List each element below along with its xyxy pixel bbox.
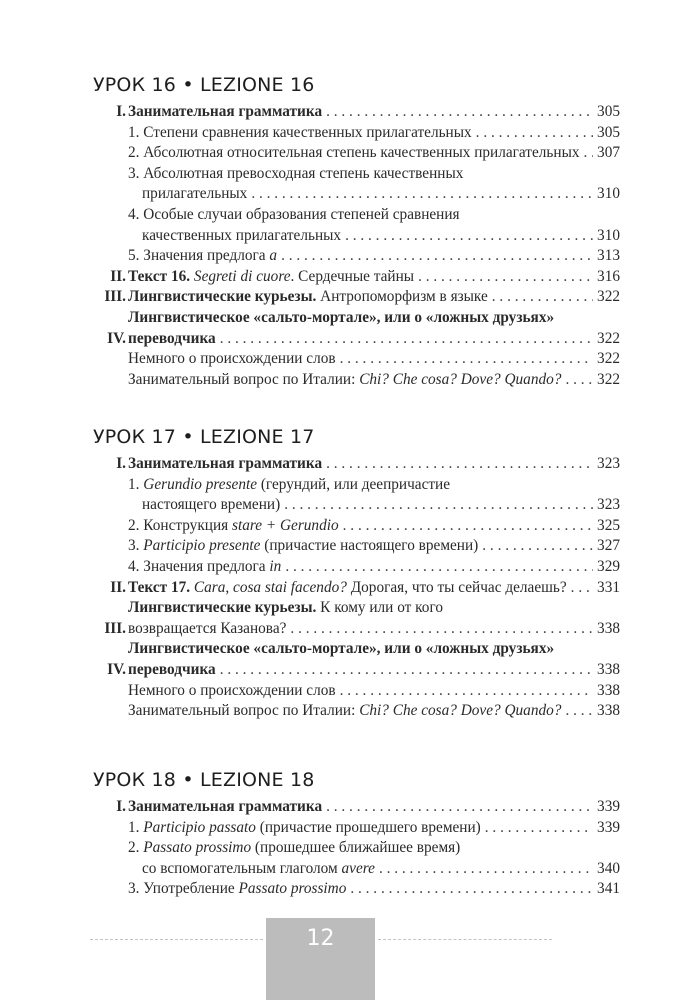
entry-text: Антропоморфизм в языке — [316, 288, 488, 306]
toc-subsection-entry[interactable] — [93, 205, 620, 246]
page-ref: 339 — [597, 818, 620, 836]
dot-leader — [571, 578, 593, 599]
entry-text: (прошедшее ближайшее время) — [251, 839, 461, 857]
toc-section-entry[interactable] — [93, 454, 620, 475]
section-numeral: II. — [110, 578, 126, 596]
toc-section-entry[interactable] — [93, 287, 620, 308]
dot-leader — [565, 370, 593, 391]
entry-text: Segreti di cuore — [193, 267, 291, 285]
dot-leader — [220, 660, 593, 681]
toc-subsection-entry[interactable] — [93, 838, 620, 879]
toc-subsection-entry[interactable] — [93, 143, 620, 164]
entry-text: a — [269, 247, 278, 265]
entry-text: (причастие прошедшего времени) — [255, 818, 481, 836]
dot-leader — [492, 287, 593, 308]
dot-leader — [418, 267, 593, 288]
lesson-18 — [93, 768, 620, 900]
page-ref: 327 — [597, 537, 620, 555]
page-ref: 338 — [597, 619, 620, 637]
entry-text: со вспомогательным глаголом — [142, 859, 342, 877]
entry-text: Participio presente — [143, 537, 261, 555]
toc-subsection-entry[interactable] — [93, 681, 620, 702]
entry-text: Занимательный вопрос по Италии: — [128, 702, 360, 720]
page-ref: 322 — [597, 370, 620, 388]
dot-leader — [284, 495, 593, 516]
entry-text: Занимательная грамматика — [128, 798, 323, 815]
entry-text: Passato prossimo — [238, 880, 347, 898]
entry-text: 4. Значения предлога — [128, 557, 270, 575]
entry-text: Gerundio presente — [143, 475, 258, 493]
entry-text: Passato prossimo — [143, 839, 252, 857]
entry-text: stare + Gerundio — [232, 516, 339, 534]
page-ref: 313 — [597, 247, 620, 265]
entry-text: Лингвистическое «сальто-мортале», или о «ложных друзьях» — [128, 308, 555, 326]
toc-subsection-entry[interactable] — [93, 536, 620, 557]
entry-text: Дорогая, что ты сейчас делаешь? — [346, 578, 567, 596]
toc-subsection-entry[interactable] — [93, 818, 620, 839]
dot-leader — [281, 246, 593, 267]
entry-text: (причастие настоящего времени) — [260, 537, 479, 555]
toc-subsection-entry[interactable] — [93, 246, 620, 267]
section-numeral: II. — [110, 267, 126, 285]
page-number: 12 — [306, 926, 335, 951]
dot-leader — [326, 454, 593, 475]
dot-leader — [584, 143, 594, 164]
entry-text: 5. Значения предлога — [128, 247, 270, 265]
entry-text: переводчика — [128, 329, 216, 347]
entry-text: (герундий, или деепричастие — [257, 475, 451, 493]
entry-text: 3. Употребление — [128, 880, 239, 898]
entry-text: Chi? Che cosa? Dove? Quando? — [359, 370, 562, 388]
entry-text: 2. Абсолютная относительная степень качественных прилагательных — [128, 144, 580, 162]
section-numeral: I. — [116, 455, 126, 472]
entry-text: 2. Конструкция — [128, 516, 232, 534]
entry-text: Лингвистические курьезы. — [128, 599, 317, 617]
entry-text: Текст 16. — [128, 267, 194, 285]
dot-leader — [482, 536, 593, 557]
entry-text: Лингвистическое «сальто-мортале», или о «ложных друзьях» — [128, 640, 555, 658]
toc-subsection-entry[interactable] — [93, 123, 620, 144]
page-ref: 340 — [597, 859, 620, 877]
dot-leader — [345, 226, 593, 247]
page-number-box — [266, 918, 375, 1000]
entry-text: in — [269, 557, 282, 575]
entry-text: Cara, cosa stai facendo? — [193, 578, 347, 596]
section-numeral: I. — [116, 103, 126, 120]
dot-leader — [476, 123, 593, 144]
toc-section-entry[interactable] — [93, 267, 620, 288]
dot-leader — [326, 102, 593, 123]
dot-leader — [340, 681, 593, 702]
page-ref: 322 — [597, 288, 620, 306]
lesson-17 — [93, 425, 620, 722]
entry-text: Лингвистические курьезы. — [128, 288, 317, 306]
toc-list — [93, 102, 620, 390]
toc-subsection-entry[interactable] — [93, 370, 620, 391]
entry-text: качественных прилагательных — [142, 226, 342, 244]
page-ref: 323 — [597, 455, 620, 472]
dot-leader — [290, 619, 593, 640]
lesson-title: УРОК 16 • LEZIONE 16 — [93, 74, 315, 96]
entry-text: К кому или от кого — [316, 599, 443, 617]
toc-subsection-entry[interactable] — [93, 557, 620, 578]
toc-subsection-entry[interactable] — [93, 701, 620, 722]
toc-section-entry[interactable] — [93, 308, 620, 349]
toc-subsection-entry[interactable] — [93, 516, 620, 537]
entry-text: возвращается Казанова? — [128, 619, 287, 637]
toc-section-entry[interactable] — [93, 639, 620, 680]
footer-divider-right — [378, 939, 552, 940]
page-ref: 322 — [597, 329, 620, 347]
entry-text: 3. — [128, 537, 144, 555]
entry-text: переводчика — [128, 660, 216, 678]
entry-text: . Сердечные тайны — [290, 267, 415, 285]
dot-leader — [251, 184, 593, 205]
dot-leader — [379, 859, 593, 880]
entry-text: Participio passato — [143, 818, 256, 836]
entry-text: 1. Степени сравнения качественных прилагательных — [128, 123, 472, 141]
toc-section-entry[interactable] — [93, 578, 620, 599]
toc-section-entry[interactable] — [93, 102, 620, 123]
toc-subsection-entry[interactable] — [93, 879, 620, 900]
page-ref: 325 — [597, 516, 620, 534]
toc-subsection-entry[interactable] — [93, 475, 620, 516]
page-ref: 338 — [597, 660, 620, 678]
entry-text: настоящего времени) — [142, 496, 281, 514]
lesson-title: УРОК 18 • LEZIONE 18 — [93, 769, 315, 791]
dot-leader — [350, 879, 593, 900]
entry-text: Немного о происхождении слов — [128, 350, 336, 368]
page-ref: 338 — [597, 681, 620, 699]
entry-text: Текст 17. — [128, 578, 194, 596]
page-ref: 338 — [597, 702, 620, 720]
lesson-title: УРОК 17 • LEZIONE 17 — [93, 426, 315, 448]
dot-leader — [285, 557, 593, 578]
entry-text: прилагательных — [142, 185, 248, 203]
section-numeral: I. — [116, 798, 126, 815]
entry-text: Занимательная грамматика — [128, 103, 323, 120]
page-ref: 305 — [597, 103, 620, 120]
footer-divider-left — [90, 939, 263, 940]
entry-text: Chi? Che cosa? Dove? Quando? — [359, 702, 562, 720]
entry-text: avere — [341, 859, 375, 877]
dot-leader — [220, 329, 593, 350]
page-ref: 310 — [597, 185, 620, 203]
section-numeral: III. — [104, 619, 126, 637]
dot-leader — [340, 349, 593, 370]
dot-leader — [326, 797, 593, 818]
toc-list — [93, 797, 620, 900]
toc-section-entry[interactable] — [93, 797, 620, 818]
dot-leader — [485, 818, 593, 839]
page-ref: 331 — [597, 578, 620, 596]
toc-section-entry[interactable] — [93, 598, 620, 639]
page-ref: 339 — [597, 798, 620, 815]
page-ref: 341 — [597, 880, 620, 898]
entry-text: 3. Абсолютная превосходная степень качественных — [128, 164, 464, 182]
dot-leader — [565, 701, 593, 722]
entry-text: Немного о происхождении слов — [128, 681, 336, 699]
section-numeral: IV. — [107, 660, 126, 678]
toc-subsection-entry[interactable] — [93, 349, 620, 370]
page-ref: 322 — [597, 350, 620, 368]
page-ref: 310 — [597, 226, 620, 244]
section-numeral: IV. — [107, 329, 126, 347]
page-ref: 329 — [597, 557, 620, 575]
dot-leader — [343, 516, 593, 537]
page-ref: 323 — [597, 496, 620, 514]
toc-list — [93, 454, 620, 722]
page-ref: 305 — [597, 123, 620, 141]
entry-text: 2. — [128, 839, 144, 857]
toc-subsection-entry[interactable] — [93, 164, 620, 205]
entry-text: Занимательная грамматика — [128, 455, 323, 472]
lesson-16 — [93, 73, 620, 390]
entry-text: 1. — [128, 475, 144, 493]
entry-text: 4. Особые случаи образования степеней сравнения — [128, 205, 460, 223]
entry-text: Занимательный вопрос по Италии: — [128, 370, 360, 388]
section-numeral: III. — [104, 288, 126, 306]
entry-text: 1. — [128, 818, 144, 836]
page-ref: 316 — [597, 267, 620, 285]
page-ref: 307 — [597, 144, 620, 162]
